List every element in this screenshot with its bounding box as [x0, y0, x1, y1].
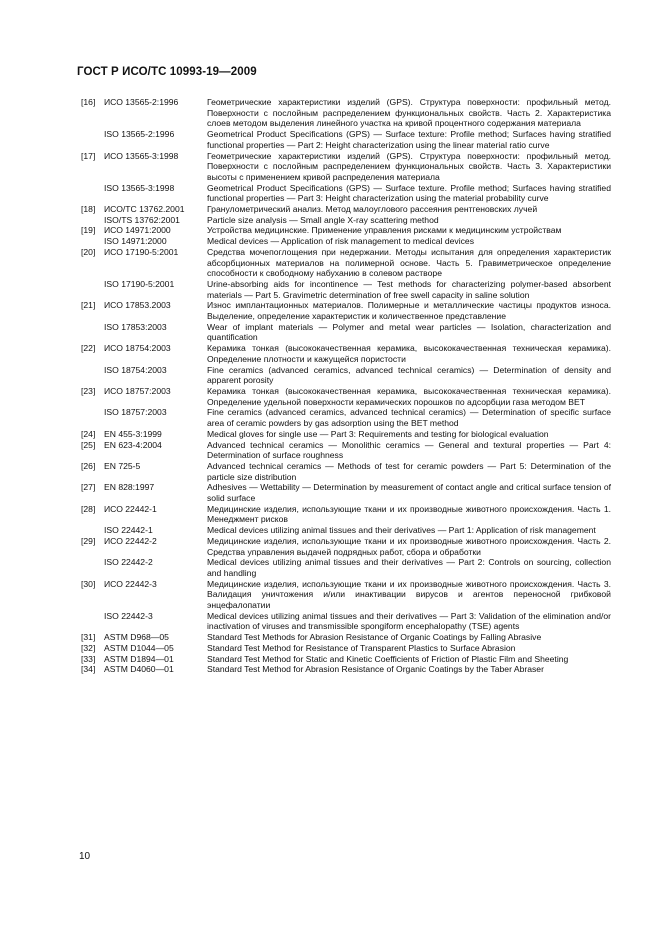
- reference-number: [81, 236, 104, 247]
- reference-number: [17]: [81, 150, 96, 161]
- reference-entry: [81, 557, 611, 578]
- reference-title: Износ имплантационных материалов. Полимерные и металлические частицы продуктов износа. Выделение, определение характеристик и количественное представление: [207, 300, 611, 322]
- reference-entry: [81, 482, 611, 503]
- reference-code: ASTM D1894—01: [104, 653, 174, 664]
- reference-entry: [81, 322, 611, 343]
- reference-entry: [81, 183, 611, 204]
- reference-entry: [81, 247, 611, 279]
- reference-number: [24]: [81, 428, 96, 439]
- reference-title: Гранулометрический анализ. Метод малоуглового рассеяния рентгеновских лучей: [207, 204, 538, 215]
- reference-title: Medical devices — Application of risk management to medical devices: [207, 236, 475, 247]
- reference-entry: [81, 407, 611, 428]
- page-number: 10: [79, 851, 91, 862]
- reference-entry: [81, 386, 611, 407]
- reference-code: EN 623-4:2004: [104, 439, 162, 450]
- reference-number: [81, 407, 104, 428]
- reference-code: ISO 22442-1: [104, 525, 153, 536]
- reference-entry: [81, 129, 611, 150]
- reference-entry: [81, 429, 611, 440]
- reference-number: [21]: [81, 300, 96, 311]
- reference-entry: [81, 225, 611, 236]
- bibliography-list: [81, 97, 611, 675]
- reference-number: [29]: [81, 535, 96, 546]
- reference-title: Advanced technical ceramics — Methods of test for ceramic powders — Part 5: Determination of the particle size distribution: [207, 460, 611, 482]
- reference-number: [81, 525, 104, 536]
- reference-entry: [81, 536, 611, 557]
- reference-number: [81, 279, 104, 300]
- reference-number: [81, 611, 104, 632]
- reference-title: Medical devices utilizing animal tissues and their derivatives — Part 3: Validation of the elimination and/or inactivation of viruses and transmissible spongiform encephalopathy (TSE) agents: [207, 610, 611, 632]
- reference-title: Средства мочепоглощения при недержании. Методы испытания для определения характеристик абсорбционных материалов на полимерной основе. Часть 5. Гравиметрическое определение способности к свободному набуханию в солевом растворе: [207, 246, 611, 279]
- reference-number: [33]: [81, 653, 96, 664]
- reference-entry: [81, 632, 611, 643]
- reference-entry: [81, 664, 611, 675]
- reference-number: [34]: [81, 664, 96, 675]
- reference-code: ISO 22442-3: [104, 610, 153, 621]
- reference-number: [81, 557, 104, 578]
- reference-code: ИСО 17190-5:2001: [104, 246, 179, 257]
- reference-title: Standard Test Method for Resistance of Transparent Plastics to Surface Abrasion: [207, 642, 516, 653]
- reference-number: [22]: [81, 343, 96, 354]
- reference-entry: [81, 204, 611, 215]
- reference-number: [81, 322, 104, 343]
- reference-number: [28]: [81, 503, 96, 514]
- reference-entry: [81, 365, 611, 386]
- reference-number: [81, 215, 104, 226]
- reference-entry: [81, 440, 611, 461]
- reference-code: ISO 18754:2003: [104, 364, 167, 375]
- reference-code: ИСО 17853.2003: [104, 300, 171, 311]
- reference-title: Wear of implant materials — Polymer and metal wear particles — Isolation, characterization and quantification: [207, 321, 611, 343]
- reference-number: [81, 129, 104, 150]
- reference-entry: [81, 97, 611, 129]
- reference-title: Керамика тонкая (высококачественная керамика, высококачественная техническая керамика). Определение плотности и кажущейся пористости: [207, 343, 611, 364]
- reference-code: ISO 13565-2:1996: [104, 129, 175, 140]
- reference-entry: [81, 525, 611, 536]
- reference-title: Керамика тонкая (высококачественная керамика, высококачественная техническая керамика). Определение удельной поверхности керамических порошков по адсорбции газа методом ВЕТ: [207, 385, 611, 407]
- reference-entry: [81, 504, 611, 525]
- reference-entry: [81, 343, 611, 364]
- reference-number: [26]: [81, 460, 96, 471]
- reference-number: [19]: [81, 225, 96, 236]
- reference-code: ASTM D4060—01: [104, 664, 174, 675]
- reference-title: Геометрические характеристики изделий (GPS). Структура поверхности: профильный метод. Поверхности с послойным распределением функциональных свойств. Часть 3. Характеристики высоты с применением кривой распределения материала: [207, 150, 611, 182]
- reference-title: Fine ceramics (advanced ceramics, advanced technical ceramics) — Determination of specific surface area of ceramic powders by gas adsorption using the BET method: [207, 407, 611, 429]
- reference-code: ISO 22442-2: [104, 557, 153, 568]
- reference-code: ИСО 13565-3:1998: [104, 150, 179, 161]
- document-header: ГОСТ Р ИСО/ТС 10993-19—2009: [77, 66, 257, 78]
- reference-title: Adhesives — Wettability — Determination by measurement of contact angle and critical surface tension of solid surface: [207, 482, 611, 504]
- reference-code: ASTM D968—05: [104, 632, 169, 643]
- reference-code: ИСО 18757:2003: [104, 385, 171, 396]
- reference-code: ИСО 18754:2003: [104, 343, 171, 354]
- reference-number: [18]: [81, 204, 96, 215]
- reference-entry: [81, 611, 611, 632]
- reference-title: Medical devices utilizing animal tissues and their derivatives — Part 1: Application of risk management: [207, 525, 596, 536]
- reference-code: ИСО 14971:2000: [104, 225, 171, 236]
- reference-number: [23]: [81, 385, 96, 396]
- reference-title: Particle size analysis — Small angle X-ray scattering method: [207, 214, 439, 225]
- reference-title: Standard Test Method for Static and Kinetic Coefficients of Friction of Plastic Film and Sheeting: [207, 653, 569, 664]
- reference-code: ISO 14971:2000: [104, 236, 167, 247]
- reference-number: [81, 365, 104, 386]
- reference-code: EN 828:1997: [104, 482, 155, 493]
- reference-code: ИСО 22442-2: [104, 535, 157, 546]
- reference-title: Geometrical Product Specifications (GPS) — Surface texture: Profile method; Surfaces having stratified functional properties — Part 2: Height characterization using the linear material ratio curve: [207, 129, 611, 150]
- reference-entry: [81, 215, 611, 226]
- reference-entry: [81, 236, 611, 247]
- reference-number: [81, 183, 104, 204]
- reference-number: [16]: [81, 97, 96, 107]
- reference-code: ИСО 13565-2:1996: [104, 97, 179, 107]
- reference-number: [32]: [81, 642, 96, 653]
- reference-entry: [81, 151, 611, 183]
- reference-code: ISO 17853:2003: [104, 321, 167, 332]
- reference-number: [31]: [81, 632, 96, 643]
- reference-number: [25]: [81, 439, 96, 450]
- reference-title: Геометрические характеристики изделий (GPS). Структура поверхности: профильный метод. Поверхности с послойным распределением функциональных свойств. Часть 2. Характеристика слоев методом выделения линейного участка на кривой процентного содержания материала: [207, 97, 611, 129]
- reference-title: Urine-absorbing aids for incontinence — Test methods for characterizing polymer-based absorbent materials — Part 5. Gravimetric determination of free swell capacity in saline solution: [207, 278, 611, 300]
- reference-code: ISO 13565-3:1998: [104, 182, 175, 193]
- reference-title: Медицинские изделия, использующие ткани и их производные животного происхождения. Часть 1. Менеджмент рисков: [207, 503, 611, 525]
- reference-code: ИСО/ТС 13762.2001: [104, 204, 185, 215]
- reference-code: ИСО 22442-3: [104, 578, 157, 589]
- reference-title: Медицинские изделия, использующие ткани и их производные животного происхождения. Часть 3. Валидация уничтожения и/или инактивации вирусов и агентов переносной грибковой энцефалопатии: [207, 578, 611, 611]
- reference-entry: [81, 579, 611, 611]
- reference-code: ISO/TS 13762:2001: [104, 214, 180, 225]
- reference-title: Medical devices utilizing animal tissues and their derivatives — Part 2: Controls on sourcing, collection and handling: [207, 557, 611, 578]
- reference-entry: [81, 300, 611, 321]
- reference-code: EN 455-3:1999: [104, 428, 162, 439]
- reference-code: ISO 17190-5:2001: [104, 278, 175, 289]
- reference-code: ISO 18757:2003: [104, 407, 167, 418]
- reference-title: Standard Test Methods for Abrasion Resistance of Organic Coatings by Falling Abrasive: [207, 632, 542, 643]
- reference-entry: [81, 461, 611, 482]
- reference-number: [27]: [81, 482, 96, 493]
- reference-title: Устройства медицинские. Применение управления рисками к медицинским устройствам: [207, 225, 562, 236]
- reference-code: ASTM D1044—05: [104, 642, 174, 653]
- reference-entry: [81, 279, 611, 300]
- reference-entry: [81, 654, 611, 665]
- reference-title: Advanced technical ceramics — Monolithic ceramics — General and textural properties — Part 4: Determination of surface roughness: [207, 439, 611, 461]
- reference-code: ИСО 22442-1: [104, 503, 157, 514]
- reference-entry: [81, 643, 611, 654]
- reference-title: Fine ceramics (advanced ceramics, advanced technical ceramics) — Determination of density and apparent porosity: [207, 364, 611, 386]
- reference-title: Standard Test Method for Abrasion Resistance of Organic Coatings by the Taber Abraser: [207, 664, 544, 675]
- reference-title: Geometrical Product Specifications (GPS) — Surface texture. Profile method; Surfaces having stratified functional properties — Part 3: Height characterization using the material probability curve: [207, 182, 611, 204]
- reference-title: Медицинские изделия, использующие ткани и их производные животного происхождения. Часть 2. Средства управления выдачей подрядных работ, сбора и обработки: [207, 535, 611, 557]
- reference-title: Medical gloves for single use — Part 3: Requirements and testing for biological evaluation: [207, 428, 549, 439]
- reference-number: [20]: [81, 246, 96, 257]
- reference-number: [30]: [81, 578, 96, 589]
- reference-code: EN 725-5: [104, 460, 141, 471]
